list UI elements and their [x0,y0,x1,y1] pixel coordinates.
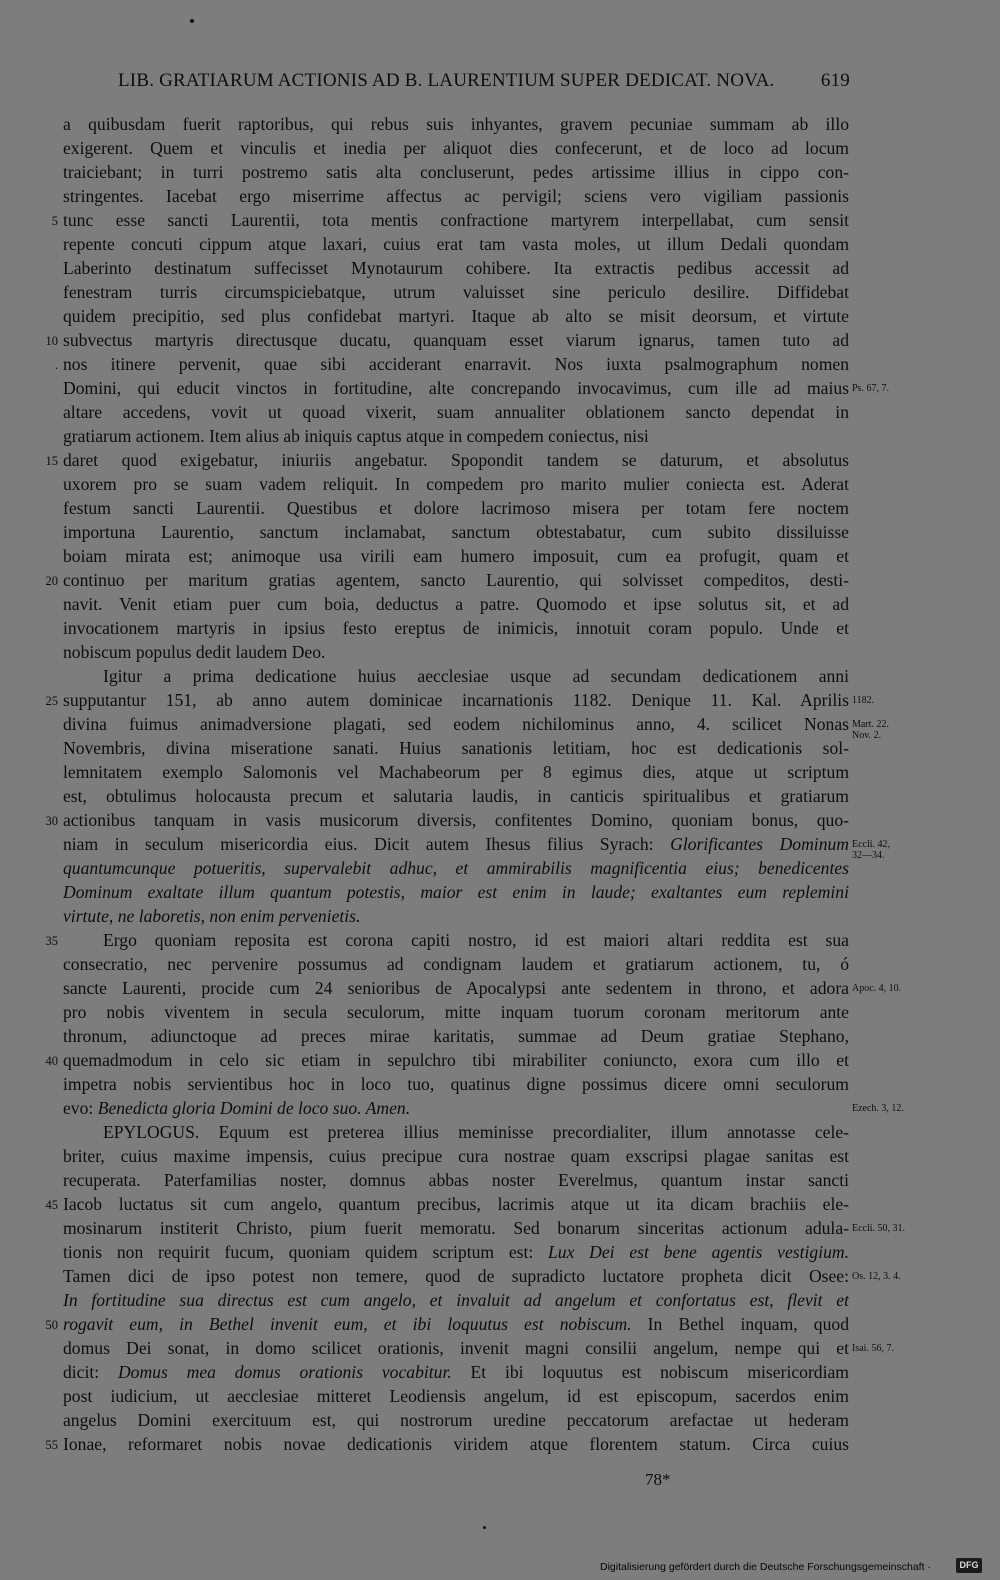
text-line [0,136,1000,160]
line-text [103,664,849,688]
text-line [0,592,1000,616]
line-text [63,1360,849,1384]
line-number: 55 [45,1438,58,1452]
line-text [63,616,849,640]
italic-quotation: In fortitudine sua directus est cum angelo, et invaluit ad angelum et confortatus est, flevit et [63,1290,849,1310]
text-run: importuna Laurentio, sanctum inclamabat, sanctum obtestabatur, cum subito dissiluisse [63,522,849,542]
text-run: navit. Venit etiam puer cum boia, deductus a patre. Quomodo et ipse solutus sit, et ad [63,594,849,614]
text-line [0,784,1000,808]
text-run: fenestram turris circumspiciebatque, utrum valuisset sine periculo desilire. Diffidebat [63,282,849,302]
text-run: post iudicium, ut aecclesiae mitteret Leodiensis angelum, id est episcopum, sacerdos enim [63,1386,849,1406]
line-text [63,1408,849,1432]
text-line [0,544,1000,568]
text-line [0,880,1000,904]
text-line [0,1432,1000,1456]
text-line [0,400,1000,424]
line-number: 5 [51,214,58,228]
text-run: Ionae, reformaret nobis novae dedicationis viridem atque florentem statum. Circa cuius [63,1434,849,1454]
line-text [63,640,849,664]
speck-dot [190,19,194,23]
text-line [0,1096,1000,1120]
line-text [63,688,849,712]
line-text [63,1192,849,1216]
text-run: niam in seculum misericordia eius. Dicit autem Ihesus filius Syrach: [63,834,671,854]
line-text [63,1384,849,1408]
text-run: a quibusdam fuerit raptoribus, qui rebus suis inhyantes, gravem pecuniae summam ab illo [63,114,849,134]
text-run: EPYLOGUS. Equum est preterea illius meminisse precordialiter, illum annotasse cele- [103,1122,849,1142]
text-line [0,160,1000,184]
line-text [63,760,849,784]
line-text [63,376,849,400]
line-text [63,1168,849,1192]
italic-quotation: virtute, ne laboretis, non enim pervenietis. [63,906,361,926]
text-run: sancte Laurenti, procide cum 24 senioribus de Apocalypsi ante sedentem in throno, et adora [63,978,849,998]
text-line [0,448,1000,472]
italic-quotation: Domus mea domus orationis vocabitur. [117,1362,452,1382]
text-line [0,256,1000,280]
text-run: invocationem martyris in ipsius festo ereptus de inimicis, innotuit coram populo. Unde et [63,618,849,638]
line-text [63,1024,849,1048]
margin-reference: Mart. 22. Nov. 2. [852,719,889,741]
text-run: repente concuti cippum atque laxari, cuius erat tam vasta moles, ut illum Dedali quondam [63,234,849,254]
text-line [0,304,1000,328]
line-text [63,976,849,1000]
margin-reference: Apoc. 4, 10. [852,983,902,994]
text-run: nos itinere pervenit, quae sibi acciderant enarravit. Nos iuxta psalmographum nomen [63,354,849,374]
digitization-note: Digitalisierung gefördert durch die Deutsche Forschungsgemeinschaft · [600,1561,931,1573]
line-text [63,736,849,760]
text-line [0,1312,1000,1336]
margin-reference: Isai. 56, 7. [852,1343,894,1354]
margin-reference: Ezech. 3, 12. [852,1103,904,1114]
italic-quotation: rogavit eum, in Bethel invenit eum, et ibi loquutus est nobiscum. [63,1314,632,1334]
text-line [0,928,1000,952]
text-line [0,760,1000,784]
line-text [63,400,849,424]
text-run: Tamen dici de ipso potest non temere, quod de supradicto luctatore propheta dicit Osee: [63,1266,849,1286]
line-text [63,592,849,616]
text-line [0,856,1000,880]
text-run: uxorem pro se suam vadem reliquit. In compedem pro marito mulier coniecta est. Aderat [63,474,849,494]
text-line [0,208,1000,232]
text-line [0,1048,1000,1072]
line-text [63,1144,849,1168]
text-line [0,976,1000,1000]
line-text [63,1312,849,1336]
text-line [0,1000,1000,1024]
line-number: 50 [45,1318,58,1332]
text-line [0,640,1000,664]
italic-quotation: Glorificantes Dominum [670,834,849,854]
margin-reference: Eccli. 42, 32—34. [852,839,891,861]
text-line [0,424,1000,448]
text-line [0,112,1000,136]
text-run: daret quod exigebatur, iniuriis angebatur. Spopondit tandem se daturum, et absolutus [63,450,849,470]
text-line [0,1072,1000,1096]
italic-quotation: Lux Dei est bene agentis vestigium. [548,1242,849,1262]
italic-quotation: quantumcunque potueritis, supervalebit adhuc, et ammirabilis magnificentia eius; benedicentes [63,858,849,878]
text-run: subvectus martyris directusque ducatu, quanquam esset viarum ignarus, tamen tuto ad [63,330,849,350]
text-line [0,1216,1000,1240]
margin-reference: 1182. [852,695,875,706]
text-line [0,952,1000,976]
line-text [63,1288,849,1312]
line-text [63,1264,849,1288]
text-run: continuo per maritum gratias agentem, sancto Laurentio, qui solvisset compeditos, desti- [63,570,849,590]
line-text [63,1240,849,1264]
line-text [63,1432,849,1456]
line-text [63,1336,849,1360]
text-line [0,1336,1000,1360]
text-run: lemnitatem exemplo Salomonis vel Machabeorum per 8 egimus dies, atque ut scriptum [63,762,849,782]
line-text [63,856,849,880]
text-line [0,688,1000,712]
text-line [0,1384,1000,1408]
text-run: Ergo quoniam reposita est corona capiti nostro, id est maiori altari reddita est sua [103,930,849,950]
text-line [0,520,1000,544]
text-line [0,1408,1000,1432]
text-line [0,1024,1000,1048]
line-text [63,1096,849,1120]
digitization-footer [600,1552,1000,1580]
text-line [0,832,1000,856]
text-line [0,616,1000,640]
line-text [103,928,849,952]
text-line [0,904,1000,928]
text-run: festum sancti Laurentii. Questibus et dolore lacrimoso misera per totam fere noctem [63,498,849,518]
line-number: . [54,358,58,372]
line-text [63,544,849,568]
text-run: recuperata. Paterfamilias noster, domnus abbas noster Everelmus, quantum instar sancti [63,1170,849,1190]
line-text [63,136,849,160]
running-header [90,70,850,98]
italic-quotation: Dominum exaltate illum quantum potestis, maior est enim in laude; exaltantes eum replemini [63,882,849,902]
line-number: 20 [45,574,58,588]
text-run: dicit: [63,1362,118,1382]
text-line [0,1288,1000,1312]
line-number: 30 [45,814,58,828]
text-run: altare accedens, vovit ut quoad vixerit, suam annualiter oblationem sancto dependat in [63,402,849,422]
line-text [63,328,849,352]
text-run: consecratio, nec pervenire possumus ad condignam laudem et gratiarum actionem, tu, ó [63,954,849,974]
line-text [63,1072,849,1096]
text-line [0,1264,1000,1288]
text-run: evo: [63,1098,98,1118]
text-run: actionibus tanquam in vasis musicorum diversis, confitentes Domino, quoniam bonus, quo- [63,810,849,830]
line-number: 45 [45,1198,58,1212]
text-run: In Bethel inquam, quod [631,1314,849,1334]
text-run: exigerent. Quem et vinculis et inedia per aliquot dies confecerunt, et de loco ad locum [63,138,849,158]
text-line [0,1144,1000,1168]
text-run: Iacob luctatus sit cum angelo, quantum precibus, lacrimis atque ut ita dicam brachiis ele- [63,1194,849,1214]
text-run: tionis non requirit fucum, quoniam quidem scriptum est: [63,1242,549,1262]
text-line [0,1168,1000,1192]
line-text [63,448,849,472]
text-run: nobiscum populus dedit laudem Deo. [63,642,326,662]
text-line [0,232,1000,256]
text-line [0,496,1000,520]
text-line [0,712,1000,736]
line-text [63,568,849,592]
line-text [63,184,849,208]
text-run: Laberinto destinatum suffecisset Mynotaurum cohibere. Ita extractis pedibus accessit ad [63,258,849,278]
line-text [63,496,849,520]
margin-reference: Eccli. 50, 31. [852,1223,906,1234]
line-number: 40 [45,1054,58,1068]
line-text [63,280,849,304]
text-run: traiciebant; in turri postremo satis alta concluserunt, pedes artissime illius in cippo con- [63,162,849,182]
text-run: stringentes. Iacebat ergo miserrime affectus ac pervigil; sciens vero vigiliam passionis [63,186,849,206]
text-line [0,280,1000,304]
text-run: gratiarum actionem. Item alius ab iniquis captus atque in compedem coniectus, nisi [63,426,649,446]
speck-dot [483,1526,486,1529]
line-text [63,808,849,832]
line-text [63,424,849,448]
text-line [0,1120,1000,1144]
text-run: mosinarum institerit Christo, pium fuerit memoratu. Sed bonarum sinceritas actionum adula- [63,1218,849,1238]
text-run: domus Dei sonat, in domo scilicet orationis, invenit magni consilii angelum, nempe qui et [63,1338,849,1358]
text-line [0,664,1000,688]
line-text [63,784,849,808]
line-text [63,352,849,376]
text-line [0,1360,1000,1384]
text-run: quemadmodum in celo sic etiam in sepulchro tibi mirabiliter coniuncto, exora cum illo et [63,1050,849,1070]
text-run: thronum, adiunctoque ad preces mirae karitatis, summae ad Deum gratiae Stephano, [63,1026,849,1046]
margin-reference: Os. 12, 3. 4. [852,1271,901,1282]
line-text [103,1120,849,1144]
line-text [63,1000,849,1024]
line-number: 25 [45,694,58,708]
line-text [63,208,849,232]
text-line [0,472,1000,496]
text-line [0,1240,1000,1264]
line-text [63,880,849,904]
dfg-logo: DFG [956,1558,982,1573]
text-line [0,352,1000,376]
margin-reference: Ps. 67, 7. [852,383,889,394]
text-run: Domini, qui educit vinctos in fortitudine, alte concrepando invocavimus, cum ille ad maius [63,378,849,398]
line-text [63,112,849,136]
text-run: Novembris, divina miseratione sanati. Huius sanationis letitiam, hoc est dedicationis sol- [63,738,849,758]
line-text [63,1048,849,1072]
line-text [63,904,849,928]
line-number: 10 [45,334,58,348]
line-text [63,232,849,256]
line-text [63,1216,849,1240]
text-run: angelus Domini exercituum est, qui nostrorum uredine peccatorum arefactae ut hederam [63,1410,849,1430]
line-text [63,952,849,976]
text-line [0,376,1000,400]
text-line [0,1192,1000,1216]
text-line [0,736,1000,760]
text-run: impetra nobis servientibus hoc in loco tuo, quatinus digne possimus dicere omni seculorum [63,1074,849,1094]
text-line [0,184,1000,208]
text-line [0,808,1000,832]
page-signature: 78* [645,1470,671,1489]
text-run: supputantur 151, ab anno autem dominicae incarnationis 1182. Denique 11. Kal. Aprilis [63,690,849,710]
text-run: boiam mirata est; animoque usa virili eam humero imposuit, cum ea profugit, quam et [63,546,849,566]
page-number: 619 [820,70,850,91]
text-run: Et ibi loquutus est nobiscum misericordiam [451,1362,849,1382]
text-run: divina fuimus animadversione plagati, sed eodem nichilominus anno, 4. scilicet Nonas [63,714,849,734]
text-line [0,328,1000,352]
text-run: tunc esse sancti Laurentii, tota mentis confractione martyrem interpellabat, cum sensit [63,210,849,230]
line-text [63,256,849,280]
line-text [63,520,849,544]
line-number: 35 [45,934,58,948]
text-run: est, obtulimus holocausta precum et salutaria laudis, in canticis spiritualibus et gratiarum [63,786,849,806]
line-text [63,832,849,856]
line-text [63,160,849,184]
text-run: Igitur a prima dedicatione huius aecclesiae usque ad secundam dedicationem anni [103,666,849,686]
line-text [63,712,849,736]
line-number: 15 [45,454,58,468]
italic-quotation: Benedicta gloria Domini de loco suo. Amen. [97,1098,411,1118]
line-text [63,304,849,328]
line-text [63,472,849,496]
text-run: pro nobis viventem in secula seculorum, mitte inquam tuorum coronam meritorum ante [63,1002,849,1022]
text-run: quidem precipitio, sed plus confidebat martyri. Itaque ab alto se misit deorsum, et virtute [63,306,849,326]
text-run: briter, cuius maxime impensis, cuius precipue cura nostrae quam exscripsi plagae sanitas est [63,1146,849,1166]
running-title: LIB. GRATIARUM ACTIONIS AD B. LAURENTIUM SUPER DEDICAT. NOVA. [118,70,775,91]
text-line [0,568,1000,592]
